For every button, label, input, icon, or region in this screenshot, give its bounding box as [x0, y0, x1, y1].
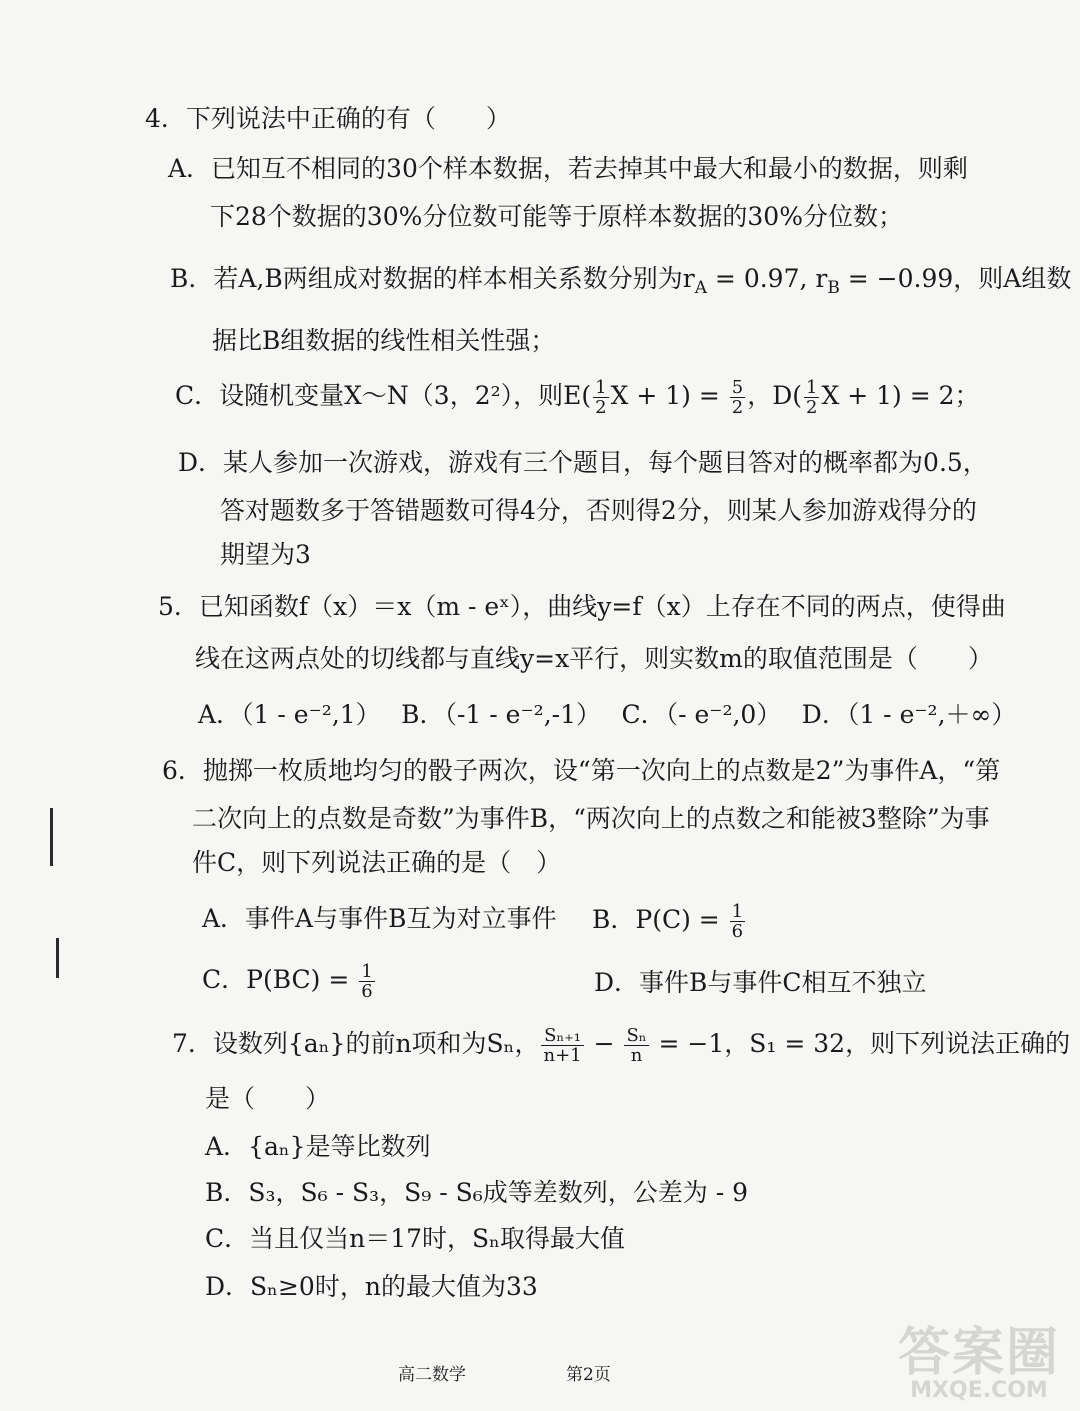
q6-stem-line3: 件C，则下列说法正确的是（ ）	[192, 848, 562, 877]
watermark-logo-text: 答案圈	[897, 1323, 1060, 1383]
q6-option-c	[202, 962, 377, 1001]
margin-mark	[56, 938, 59, 978]
q4-option-c	[175, 378, 980, 417]
q6-b-label: B．P(C) =	[592, 905, 728, 934]
q4-b-part2: = 0.97, r	[706, 264, 828, 293]
q4-stem: 4．下列说法中正确的有（ ）	[145, 104, 511, 133]
q4-c-frac-half-2	[804, 378, 819, 417]
q7-minus: −	[585, 1029, 623, 1058]
footer-page-number: 第2页	[566, 1365, 611, 1385]
q5-stem-line1: 5．已知函数f（x）＝x（m - eˣ），曲线y=f（x）上存在不同的两点，使得曲	[158, 592, 1006, 621]
q5-options: A．（1 - e⁻²,1） B．（-1 - e⁻²,-1） C．（- e⁻²,0） D．（1 - e⁻²,＋∞）	[198, 700, 1017, 729]
q7-stem-part1: 7．设数列{aₙ}的前n项和为Sₙ，	[172, 1029, 540, 1058]
q6-option-b	[592, 902, 747, 941]
q4-option-a-line2: 下28个数据的30%分位数可能等于原样本数据的30%分位数；	[210, 202, 903, 231]
q5-stem-line2: 线在这两点处的切线都与直线y=x平行，则实数m的取值范围是（ ）	[195, 644, 993, 673]
frac-denominator: n	[630, 1045, 643, 1066]
q6-b-frac-one-sixth	[730, 902, 745, 941]
watermark-site-text: MXQE.COM	[910, 1378, 1048, 1403]
q4-b-part1: B．若A,B两组成对数据的样本相关系数分别为r	[170, 264, 695, 293]
margin-mark	[50, 808, 53, 866]
q7-stem-line2: 是（ ）	[205, 1084, 331, 1113]
q4-option-d-line2: 答对题数多于答错题数可得4分，否则得2分，则某人参加游戏得分的	[220, 496, 977, 525]
frac-numerator: 1	[361, 961, 373, 982]
frac-numerator: 1	[806, 377, 818, 398]
frac-denominator: 6	[731, 921, 744, 942]
q6-stem-line2: 二次向上的点数是奇数”为事件B，“两次向上的点数之和能被3整除”为事	[192, 804, 990, 833]
q7-frac-s-n-plus-1	[541, 1026, 583, 1065]
frac-numerator: 1	[731, 901, 744, 922]
frac-numerator: Sₙ	[626, 1025, 647, 1046]
q4-option-b-line1	[170, 262, 1071, 305]
q6-c-label: C．P(BC) =	[202, 965, 358, 994]
frac-denominator: n+1	[543, 1045, 582, 1066]
frac-denominator: 2	[595, 397, 607, 418]
q4-b-sub-a: A	[694, 278, 707, 298]
frac-numerator: 5	[731, 377, 744, 398]
q4-c-part2: X + 1) =	[610, 381, 728, 410]
q7-stem-line1	[172, 1026, 1070, 1065]
q4-option-d-line3: 期望为3	[220, 540, 311, 569]
q7-stem-part2: = −1，S₁ = 32，则下列说法正确的	[650, 1029, 1071, 1058]
q6-option-d: D．事件B与事件C相互不独立	[594, 968, 927, 997]
q4-option-a-line1: A．已知互不相同的30个样本数据，若去掉其中最大和最小的数据，则剩	[168, 154, 968, 183]
q7-option-c: C．当且仅当n＝17时，Sₙ取得最大值	[205, 1224, 625, 1253]
q6-c-frac-one-sixth	[359, 962, 374, 1001]
q4-c-part3: ，D(	[747, 381, 802, 410]
frac-numerator: Sₙ₊₁	[541, 1026, 583, 1046]
q4-c-part1: C．设随机变量X～N（3，2²），则E(	[175, 381, 592, 410]
q7-option-a: A．{aₙ}是等比数列	[205, 1132, 431, 1161]
q6-stem-line1: 6．抛掷一枚质地均匀的骰子两次，设“第一次向上的点数是2”为事件A，“第	[162, 756, 1001, 785]
footer-subject: 高二数学	[398, 1365, 466, 1385]
q4-c-part4: X + 1) = 2；	[821, 381, 980, 410]
q6-option-a: A．事件A与事件B互为对立事件	[202, 904, 557, 933]
q4-b-sub-b: B	[827, 278, 840, 298]
frac-denominator: 2	[731, 397, 744, 418]
q4-option-d-line1: D．某人参加一次游戏，游戏有三个题目，每个题目答对的概率都为0.5，	[178, 448, 988, 477]
frac-numerator: 1	[595, 377, 607, 398]
frac-denominator: 6	[361, 981, 373, 1002]
q4-c-frac-half-1	[593, 378, 608, 417]
watermark-logo	[897, 1323, 1060, 1403]
q4-option-b-line2: 据比B组数据的线性相关性强；	[212, 326, 556, 355]
q4-c-frac-five-halves	[730, 378, 745, 417]
q4-b-part3: = −0.99，则A组数	[839, 264, 1072, 293]
q7-frac-s-n	[624, 1026, 648, 1065]
q7-option-b: B．S₃，S₆ - S₃，S₉ - S₆成等差数列，公差为 - 9	[205, 1178, 749, 1207]
q7-option-d: D．Sₙ≥0时，n的最大值为33	[205, 1272, 538, 1301]
frac-denominator: 2	[806, 397, 818, 418]
